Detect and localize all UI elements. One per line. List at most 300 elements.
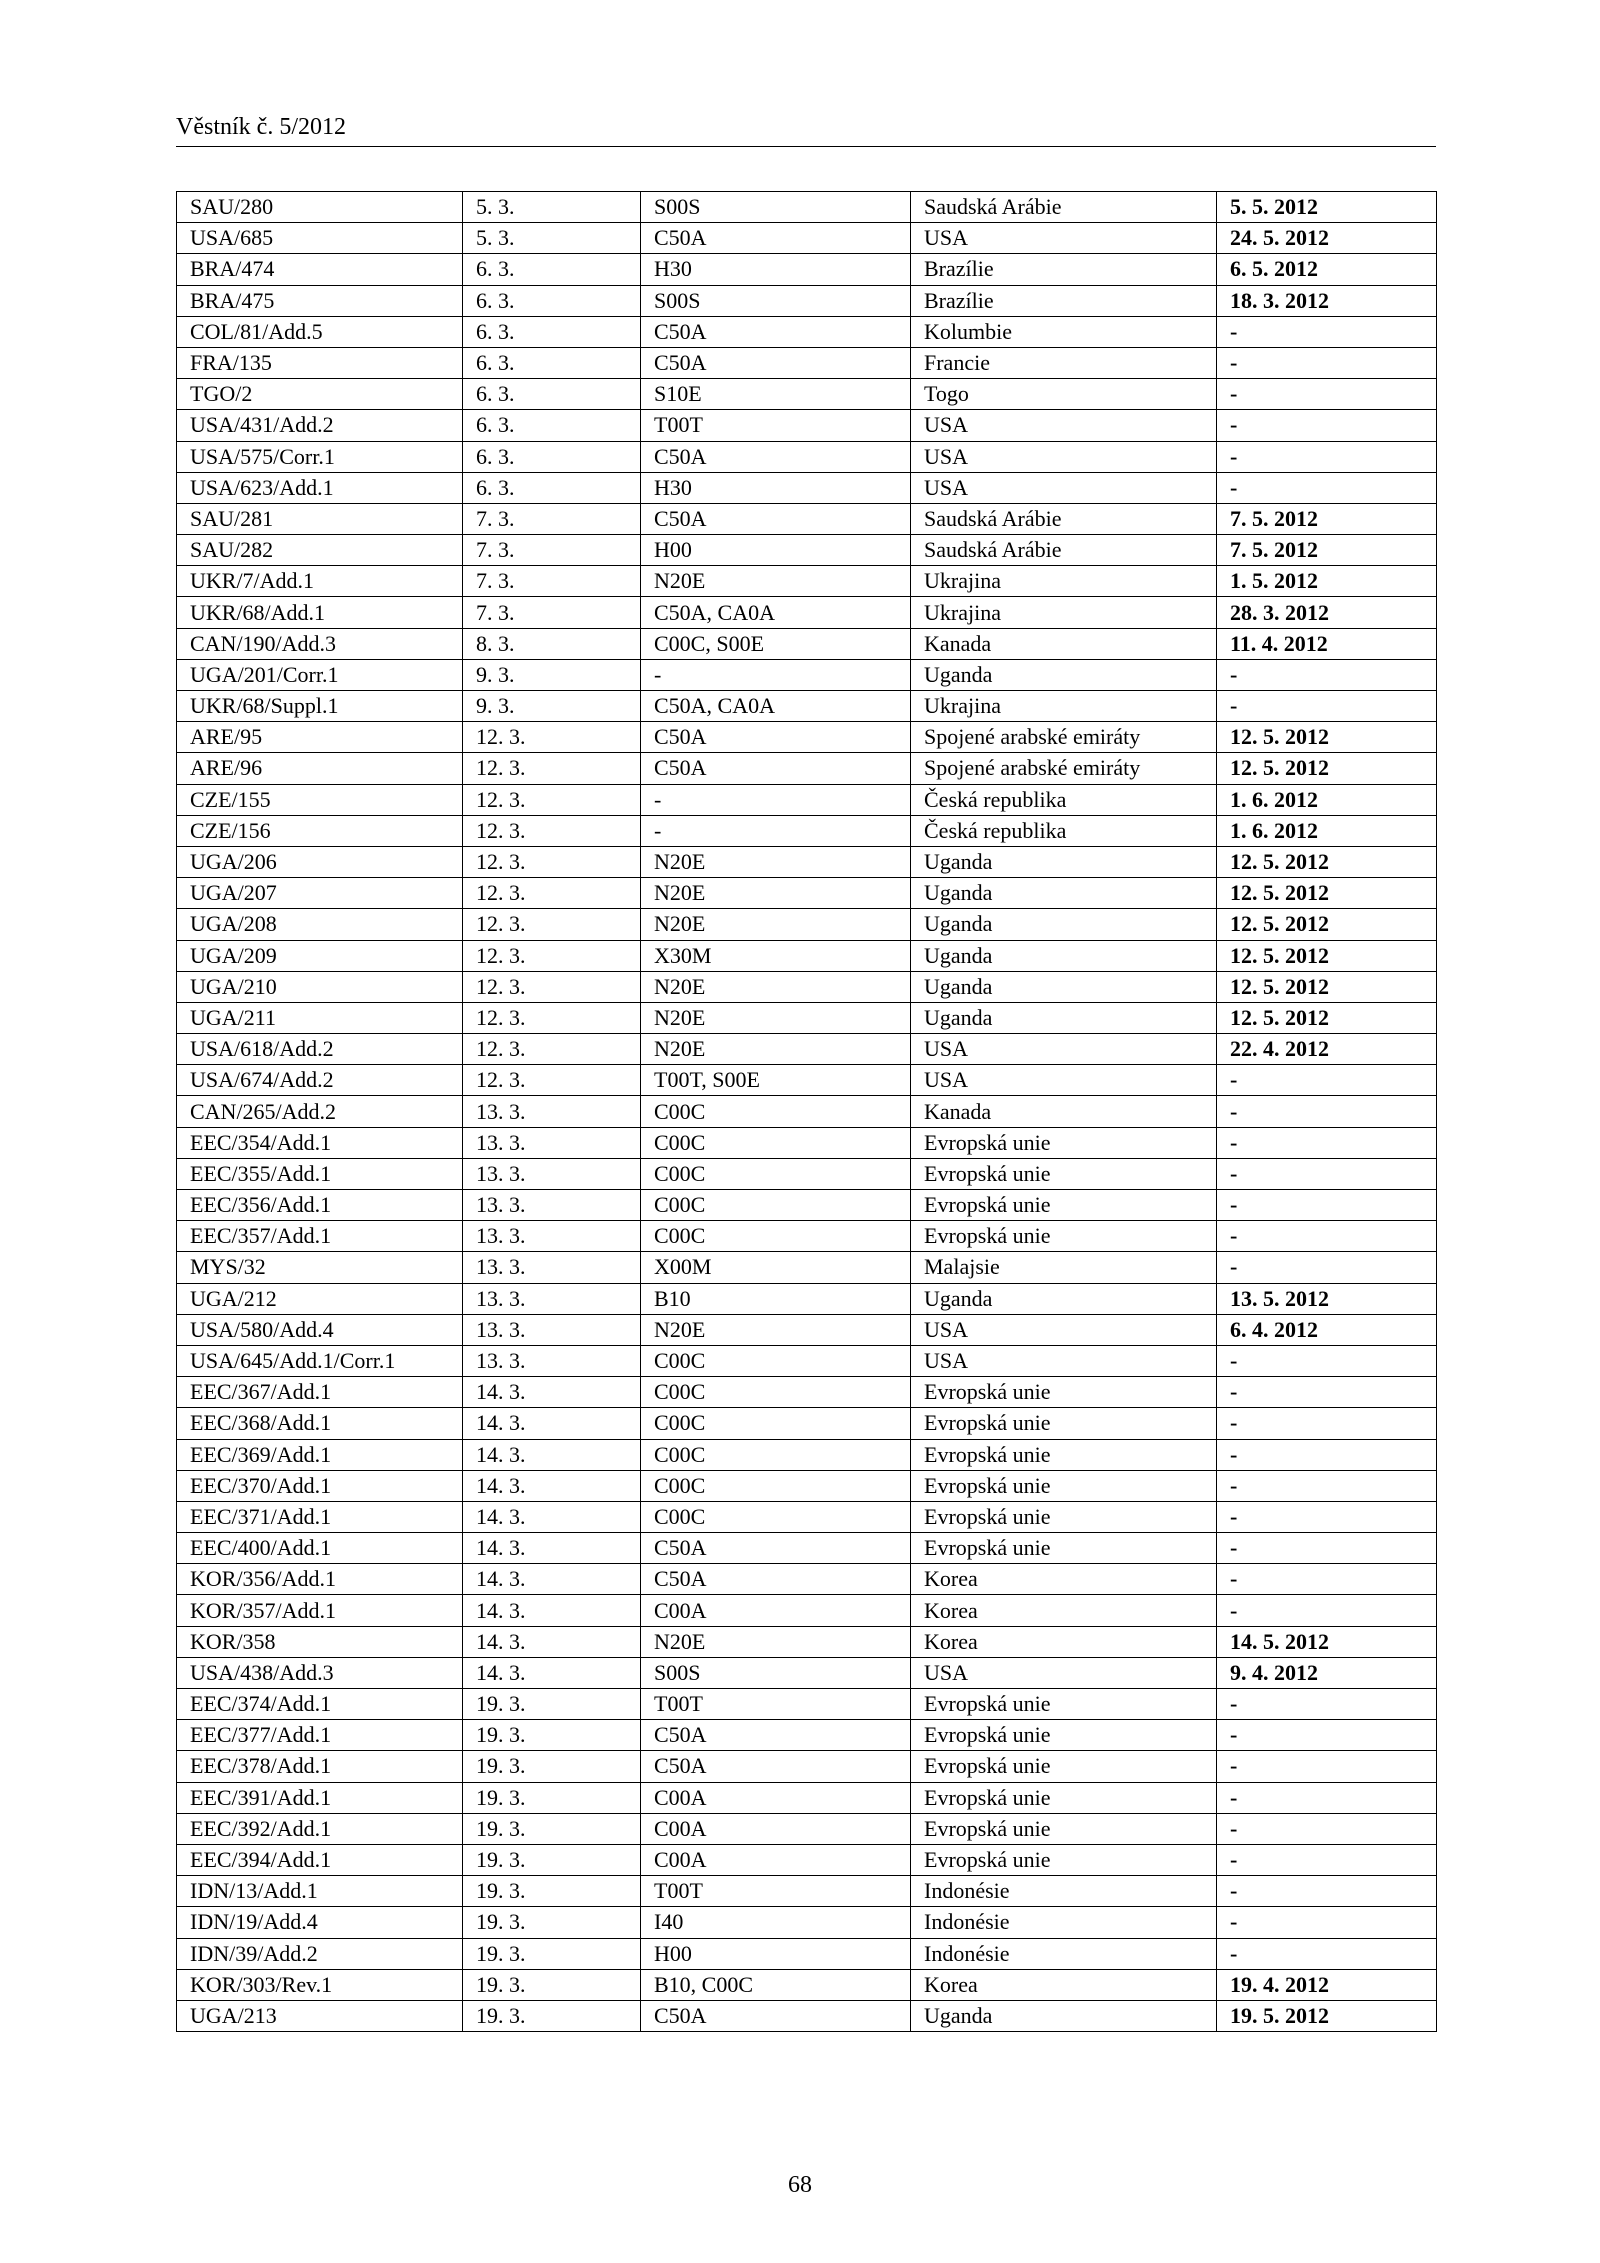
deadline-cell: -: [1217, 1096, 1437, 1127]
table-row: [177, 784, 1437, 815]
deadline-cell: -: [1217, 472, 1437, 503]
table-row: [177, 472, 1437, 503]
country-cell: Uganda: [911, 971, 1217, 1002]
country-cell: Uganda: [911, 878, 1217, 909]
country-cell: Ukrajina: [911, 566, 1217, 597]
table-row: [177, 566, 1437, 597]
deadline-cell: 12. 5. 2012: [1217, 722, 1437, 753]
document-id-cell: UKR/7/Add.1: [177, 566, 463, 597]
table-row: [177, 691, 1437, 722]
deadline-cell: 12. 5. 2012: [1217, 1002, 1437, 1033]
deadline-cell: -: [1217, 1345, 1437, 1376]
date-cell: 19. 3.: [463, 1876, 641, 1907]
code-cell: -: [641, 784, 911, 815]
date-cell: 13. 3.: [463, 1345, 641, 1376]
date-cell: 12. 3.: [463, 971, 641, 1002]
page-header: [176, 114, 1436, 147]
country-cell: Kolumbie: [911, 316, 1217, 347]
document-id-cell: SAU/281: [177, 503, 463, 534]
document-id-cell: UGA/206: [177, 846, 463, 877]
date-cell: 19. 3.: [463, 1844, 641, 1875]
deadline-cell: 28. 3. 2012: [1217, 597, 1437, 628]
deadline-cell: -: [1217, 659, 1437, 690]
deadline-cell: 1. 6. 2012: [1217, 815, 1437, 846]
table-row: [177, 628, 1437, 659]
code-cell: C00C: [641, 1221, 911, 1252]
date-cell: 6. 3.: [463, 410, 641, 441]
code-cell: N20E: [641, 566, 911, 597]
document-id-cell: BRA/474: [177, 254, 463, 285]
document-id-cell: EEC/354/Add.1: [177, 1127, 463, 1158]
country-cell: USA: [911, 472, 1217, 503]
table-row: [177, 878, 1437, 909]
country-cell: Česká republika: [911, 784, 1217, 815]
document-id-cell: EEC/371/Add.1: [177, 1501, 463, 1532]
code-cell: C00A: [641, 1595, 911, 1626]
table-row: [177, 1626, 1437, 1657]
deadline-cell: -: [1217, 1439, 1437, 1470]
country-cell: Saudská Arábie: [911, 535, 1217, 566]
document-id-cell: UGA/213: [177, 2000, 463, 2031]
document-id-cell: USA/438/Add.3: [177, 1657, 463, 1688]
country-cell: Evropská unie: [911, 1221, 1217, 1252]
country-cell: Brazílie: [911, 285, 1217, 316]
date-cell: 14. 3.: [463, 1470, 641, 1501]
code-cell: H30: [641, 254, 911, 285]
table-row: [177, 753, 1437, 784]
deadline-cell: -: [1217, 1564, 1437, 1595]
date-cell: 12. 3.: [463, 722, 641, 753]
code-cell: C00C: [641, 1377, 911, 1408]
date-cell: 7. 3.: [463, 535, 641, 566]
document-id-cell: EEC/367/Add.1: [177, 1377, 463, 1408]
table-row: [177, 441, 1437, 472]
document-id-cell: BRA/475: [177, 285, 463, 316]
document-id-cell: EEC/377/Add.1: [177, 1720, 463, 1751]
document-id-cell: ARE/96: [177, 753, 463, 784]
country-cell: USA: [911, 1034, 1217, 1065]
table-row: [177, 1969, 1437, 2000]
code-cell: C50A: [641, 223, 911, 254]
deadline-cell: 12. 5. 2012: [1217, 971, 1437, 1002]
code-cell: S00S: [641, 1657, 911, 1688]
table-row: [177, 223, 1437, 254]
table-row: [177, 285, 1437, 316]
code-cell: C00C, S00E: [641, 628, 911, 659]
date-cell: 12. 3.: [463, 846, 641, 877]
date-cell: 6. 3.: [463, 254, 641, 285]
code-cell: X30M: [641, 940, 911, 971]
document-id-cell: UGA/211: [177, 1002, 463, 1033]
code-cell: C00C: [641, 1158, 911, 1189]
date-cell: 14. 3.: [463, 1439, 641, 1470]
country-cell: Spojené arabské emiráty: [911, 722, 1217, 753]
code-cell: C50A: [641, 1720, 911, 1751]
code-cell: C50A: [641, 316, 911, 347]
date-cell: 6. 3.: [463, 379, 641, 410]
document-id-cell: USA/623/Add.1: [177, 472, 463, 503]
document-id-cell: UKR/68/Add.1: [177, 597, 463, 628]
country-cell: Uganda: [911, 1283, 1217, 1314]
code-cell: N20E: [641, 971, 911, 1002]
code-cell: C00C: [641, 1096, 911, 1127]
code-cell: H00: [641, 535, 911, 566]
document-id-cell: SAU/282: [177, 535, 463, 566]
document-id-cell: CZE/156: [177, 815, 463, 846]
table-row: [177, 1938, 1437, 1969]
deadline-cell: -: [1217, 1533, 1437, 1564]
table-row: [177, 1283, 1437, 1314]
document-id-cell: UGA/212: [177, 1283, 463, 1314]
deadline-cell: -: [1217, 1190, 1437, 1221]
code-cell: H00: [641, 1938, 911, 1969]
date-cell: 19. 3.: [463, 1782, 641, 1813]
table-row: [177, 1720, 1437, 1751]
code-cell: T00T, S00E: [641, 1065, 911, 1096]
table-row: [177, 597, 1437, 628]
table-row: [177, 1345, 1437, 1376]
table-row: [177, 1252, 1437, 1283]
deadline-cell: 12. 5. 2012: [1217, 940, 1437, 971]
table-row: [177, 1314, 1437, 1345]
deadline-cell: 14. 5. 2012: [1217, 1626, 1437, 1657]
deadline-cell: -: [1217, 1408, 1437, 1439]
country-cell: Evropská unie: [911, 1127, 1217, 1158]
code-cell: C50A: [641, 347, 911, 378]
document-id-cell: UKR/68/Suppl.1: [177, 691, 463, 722]
country-cell: USA: [911, 1314, 1217, 1345]
table-row: [177, 1564, 1437, 1595]
deadline-cell: 5. 5. 2012: [1217, 192, 1437, 223]
code-cell: I40: [641, 1907, 911, 1938]
date-cell: 6. 3.: [463, 472, 641, 503]
country-cell: USA: [911, 223, 1217, 254]
country-cell: Indonésie: [911, 1876, 1217, 1907]
deadline-cell: 7. 5. 2012: [1217, 503, 1437, 534]
deadline-cell: -: [1217, 379, 1437, 410]
country-cell: Indonésie: [911, 1938, 1217, 1969]
table-row: [177, 1844, 1437, 1875]
document-id-cell: USA/575/Corr.1: [177, 441, 463, 472]
code-cell: C50A: [641, 722, 911, 753]
date-cell: 7. 3.: [463, 566, 641, 597]
code-cell: X00M: [641, 1252, 911, 1283]
document-id-cell: CZE/155: [177, 784, 463, 815]
table-row: [177, 1408, 1437, 1439]
table-row: [177, 1533, 1437, 1564]
country-cell: Malajsie: [911, 1252, 1217, 1283]
code-cell: C50A, CA0A: [641, 691, 911, 722]
document-id-cell: TGO/2: [177, 379, 463, 410]
date-cell: 9. 3.: [463, 659, 641, 690]
deadline-cell: -: [1217, 1844, 1437, 1875]
date-cell: 13. 3.: [463, 1283, 641, 1314]
date-cell: 7. 3.: [463, 597, 641, 628]
code-cell: S00S: [641, 285, 911, 316]
date-cell: 13. 3.: [463, 1190, 641, 1221]
document-id-cell: UGA/210: [177, 971, 463, 1002]
date-cell: 5. 3.: [463, 192, 641, 223]
date-cell: 14. 3.: [463, 1595, 641, 1626]
deadline-cell: 1. 5. 2012: [1217, 566, 1437, 597]
code-cell: -: [641, 815, 911, 846]
country-cell: Uganda: [911, 659, 1217, 690]
document-id-cell: FRA/135: [177, 347, 463, 378]
code-cell: C00A: [641, 1813, 911, 1844]
document-id-cell: USA/580/Add.4: [177, 1314, 463, 1345]
table-row: [177, 909, 1437, 940]
deadline-cell: -: [1217, 441, 1437, 472]
table-row: [177, 1751, 1437, 1782]
code-cell: N20E: [641, 1034, 911, 1065]
date-cell: 19. 3.: [463, 1689, 641, 1720]
code-cell: S10E: [641, 379, 911, 410]
code-cell: C00C: [641, 1127, 911, 1158]
deadline-cell: 1. 6. 2012: [1217, 784, 1437, 815]
country-cell: USA: [911, 1065, 1217, 1096]
deadline-cell: -: [1217, 1938, 1437, 1969]
code-cell: N20E: [641, 878, 911, 909]
country-cell: USA: [911, 1657, 1217, 1688]
table-row: [177, 1221, 1437, 1252]
country-cell: Evropská unie: [911, 1190, 1217, 1221]
date-cell: 19. 3.: [463, 1969, 641, 2000]
code-cell: C50A: [641, 1751, 911, 1782]
deadline-cell: 19. 5. 2012: [1217, 2000, 1437, 2031]
table-row: [177, 316, 1437, 347]
code-cell: C50A: [641, 2000, 911, 2031]
deadline-cell: -: [1217, 1751, 1437, 1782]
deadline-cell: 12. 5. 2012: [1217, 753, 1437, 784]
document-id-cell: EEC/374/Add.1: [177, 1689, 463, 1720]
deadline-cell: 12. 5. 2012: [1217, 909, 1437, 940]
code-cell: -: [641, 659, 911, 690]
country-cell: Evropská unie: [911, 1408, 1217, 1439]
country-cell: Kanada: [911, 628, 1217, 659]
date-cell: 9. 3.: [463, 691, 641, 722]
deadline-cell: 6. 5. 2012: [1217, 254, 1437, 285]
table-row: [177, 2000, 1437, 2031]
deadline-cell: -: [1217, 1907, 1437, 1938]
date-cell: 6. 3.: [463, 285, 641, 316]
page-number: 68: [788, 2172, 812, 2198]
date-cell: 14. 3.: [463, 1626, 641, 1657]
code-cell: C50A: [641, 753, 911, 784]
deadline-cell: 11. 4. 2012: [1217, 628, 1437, 659]
document-id-cell: EEC/356/Add.1: [177, 1190, 463, 1221]
document-id-cell: IDN/13/Add.1: [177, 1876, 463, 1907]
deadline-cell: 13. 5. 2012: [1217, 1283, 1437, 1314]
country-cell: Indonésie: [911, 1907, 1217, 1938]
table-row: [177, 379, 1437, 410]
country-cell: Korea: [911, 1969, 1217, 2000]
code-cell: C00C: [641, 1408, 911, 1439]
date-cell: 14. 3.: [463, 1657, 641, 1688]
document-id-cell: CAN/190/Add.3: [177, 628, 463, 659]
deadline-cell: -: [1217, 316, 1437, 347]
date-cell: 19. 3.: [463, 2000, 641, 2031]
table-row: [177, 192, 1437, 223]
deadline-cell: -: [1217, 1221, 1437, 1252]
table-row: [177, 1876, 1437, 1907]
country-cell: USA: [911, 1345, 1217, 1376]
code-cell: C50A, CA0A: [641, 597, 911, 628]
table-row: [177, 722, 1437, 753]
table-row: [177, 535, 1437, 566]
deadline-cell: -: [1217, 1501, 1437, 1532]
country-cell: Evropská unie: [911, 1782, 1217, 1813]
country-cell: Uganda: [911, 1002, 1217, 1033]
code-cell: H30: [641, 472, 911, 503]
document-id-cell: KOR/358: [177, 1626, 463, 1657]
country-cell: Evropská unie: [911, 1813, 1217, 1844]
document-id-cell: SAU/280: [177, 192, 463, 223]
date-cell: 13. 3.: [463, 1158, 641, 1189]
date-cell: 12. 3.: [463, 753, 641, 784]
document-id-cell: EEC/400/Add.1: [177, 1533, 463, 1564]
document-id-cell: EEC/391/Add.1: [177, 1782, 463, 1813]
country-cell: Evropská unie: [911, 1439, 1217, 1470]
code-cell: C50A: [641, 441, 911, 472]
code-cell: C00C: [641, 1439, 911, 1470]
date-cell: 19. 3.: [463, 1813, 641, 1844]
deadline-cell: -: [1217, 1876, 1437, 1907]
document-id-cell: KOR/356/Add.1: [177, 1564, 463, 1595]
code-cell: N20E: [641, 909, 911, 940]
deadline-cell: 9. 4. 2012: [1217, 1657, 1437, 1688]
date-cell: 8. 3.: [463, 628, 641, 659]
table-row: [177, 1813, 1437, 1844]
deadline-cell: -: [1217, 1470, 1437, 1501]
deadline-cell: 12. 5. 2012: [1217, 846, 1437, 877]
code-cell: N20E: [641, 1314, 911, 1345]
date-cell: 19. 3.: [463, 1751, 641, 1782]
table-row: [177, 971, 1437, 1002]
date-cell: 13. 3.: [463, 1221, 641, 1252]
date-cell: 12. 3.: [463, 1002, 641, 1033]
date-cell: 14. 3.: [463, 1533, 641, 1564]
date-cell: 19. 3.: [463, 1907, 641, 1938]
country-cell: Brazílie: [911, 254, 1217, 285]
deadline-cell: 18. 3. 2012: [1217, 285, 1437, 316]
document-id-cell: USA/431/Add.2: [177, 410, 463, 441]
document-id-cell: EEC/378/Add.1: [177, 1751, 463, 1782]
date-cell: 12. 3.: [463, 1065, 641, 1096]
document-id-cell: ARE/95: [177, 722, 463, 753]
table-row: [177, 1439, 1437, 1470]
country-cell: Korea: [911, 1595, 1217, 1626]
code-cell: C00A: [641, 1782, 911, 1813]
date-cell: 13. 3.: [463, 1252, 641, 1283]
table-row: [177, 846, 1437, 877]
table-row: [177, 347, 1437, 378]
code-cell: S00S: [641, 192, 911, 223]
document-id-cell: USA/674/Add.2: [177, 1065, 463, 1096]
country-cell: Korea: [911, 1564, 1217, 1595]
date-cell: 12. 3.: [463, 815, 641, 846]
country-cell: Uganda: [911, 2000, 1217, 2031]
table-row: [177, 1127, 1437, 1158]
date-cell: 14. 3.: [463, 1377, 641, 1408]
document-id-cell: IDN/19/Add.4: [177, 1907, 463, 1938]
date-cell: 14. 3.: [463, 1564, 641, 1595]
country-cell: Spojené arabské emiráty: [911, 753, 1217, 784]
header-title: Věstník č. 5/2012: [176, 114, 346, 140]
document-id-cell: IDN/39/Add.2: [177, 1938, 463, 1969]
deadline-cell: -: [1217, 1782, 1437, 1813]
table-row: [177, 1907, 1437, 1938]
table-row: [177, 1595, 1437, 1626]
country-cell: Evropská unie: [911, 1501, 1217, 1532]
country-cell: Ukrajina: [911, 597, 1217, 628]
table-row: [177, 410, 1437, 441]
table-row: [177, 1377, 1437, 1408]
code-cell: N20E: [641, 1626, 911, 1657]
deadline-cell: -: [1217, 1065, 1437, 1096]
date-cell: 13. 3.: [463, 1127, 641, 1158]
date-cell: 19. 3.: [463, 1720, 641, 1751]
country-cell: Ukrajina: [911, 691, 1217, 722]
table-row: [177, 1034, 1437, 1065]
code-cell: T00T: [641, 410, 911, 441]
country-cell: Evropská unie: [911, 1470, 1217, 1501]
table-row: [177, 1065, 1437, 1096]
code-cell: B10: [641, 1283, 911, 1314]
deadline-cell: -: [1217, 1377, 1437, 1408]
country-cell: Evropská unie: [911, 1751, 1217, 1782]
table-row: [177, 1470, 1437, 1501]
document-id-cell: EEC/368/Add.1: [177, 1408, 463, 1439]
date-cell: 12. 3.: [463, 784, 641, 815]
document-id-cell: UGA/201/Corr.1: [177, 659, 463, 690]
document-id-cell: CAN/265/Add.2: [177, 1096, 463, 1127]
deadline-cell: -: [1217, 1720, 1437, 1751]
code-cell: C00A: [641, 1844, 911, 1875]
date-cell: 5. 3.: [463, 223, 641, 254]
country-cell: Evropská unie: [911, 1689, 1217, 1720]
country-cell: Evropská unie: [911, 1377, 1217, 1408]
date-cell: 12. 3.: [463, 878, 641, 909]
date-cell: 12. 3.: [463, 1034, 641, 1065]
code-cell: C00C: [641, 1470, 911, 1501]
table-row: [177, 1782, 1437, 1813]
deadline-cell: -: [1217, 1689, 1437, 1720]
table-body: [177, 192, 1437, 2032]
document-id-cell: UGA/209: [177, 940, 463, 971]
code-cell: N20E: [641, 1002, 911, 1033]
deadline-cell: 24. 5. 2012: [1217, 223, 1437, 254]
deadline-cell: 12. 5. 2012: [1217, 878, 1437, 909]
code-cell: C50A: [641, 1564, 911, 1595]
deadline-cell: -: [1217, 347, 1437, 378]
country-cell: Kanada: [911, 1096, 1217, 1127]
document-id-cell: COL/81/Add.5: [177, 316, 463, 347]
code-cell: C50A: [641, 503, 911, 534]
deadline-cell: -: [1217, 1595, 1437, 1626]
country-cell: Uganda: [911, 846, 1217, 877]
country-cell: Uganda: [911, 940, 1217, 971]
date-cell: 6. 3.: [463, 347, 641, 378]
country-cell: Togo: [911, 379, 1217, 410]
date-cell: 13. 3.: [463, 1314, 641, 1345]
document-id-cell: USA/618/Add.2: [177, 1034, 463, 1065]
code-cell: T00T: [641, 1876, 911, 1907]
deadline-cell: -: [1217, 1813, 1437, 1844]
document-id-cell: EEC/370/Add.1: [177, 1470, 463, 1501]
document-id-cell: USA/645/Add.1/Corr.1: [177, 1345, 463, 1376]
document-id-cell: EEC/355/Add.1: [177, 1158, 463, 1189]
country-cell: Francie: [911, 347, 1217, 378]
